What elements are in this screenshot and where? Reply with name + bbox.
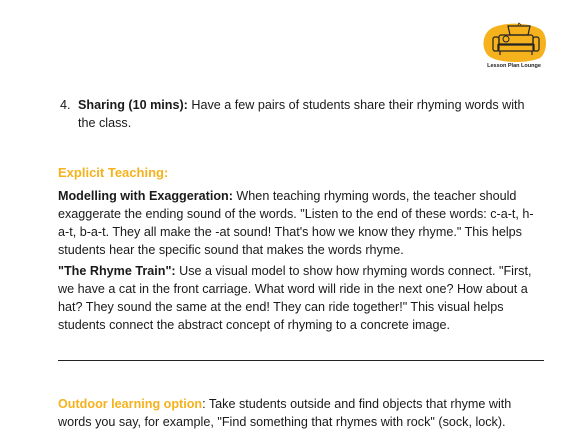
- paragraph-outdoor-learning: [58, 395, 548, 431]
- list-number: 4.: [60, 98, 71, 112]
- list-item-text: Have a few pairs of students share their rhyming words with the class.: [78, 98, 525, 130]
- outdoor-title: Outdoor learning option: [58, 397, 203, 411]
- list-item-sharing: [60, 96, 538, 132]
- paragraph-title: "The Rhyme Train":: [58, 264, 176, 278]
- horizontal-divider: [58, 360, 544, 361]
- paragraph-text: Use a visual model to show how rhyming words connect. "First, we have a cat in the front carriage. What word will ride in the next one? How about a hat? They sound the same at the end! They can ride together!" This visual helps students connect the abstract concept of rhyming to a concrete image.: [58, 264, 532, 332]
- paragraph-rhyme-train: [58, 262, 538, 334]
- outdoor-text: : Take students outside and find objects that rhyme with words you say, for example, "Find something that rhymes with rock" (sock, lock).: [58, 397, 512, 429]
- paragraph-title: Modelling with Exaggeration:: [58, 189, 233, 203]
- logo-text: Lesson Plan Lounge: [487, 63, 541, 69]
- lesson-plan-lounge-logo: [478, 22, 550, 64]
- sofa-icon: [478, 22, 550, 64]
- paragraph-text: When teaching rhyming words, the teacher should exaggerate the ending sound of the words. "Listen to the end of these words: c-a-t, h-a-t, b-a-t. They all make the -at sound! That's how we know they rhyme." This helps students hear the specific sound that makes the words rhyme.: [58, 189, 534, 257]
- paragraph-modelling: [58, 187, 538, 259]
- section-heading-explicit-teaching: Explicit Teaching:: [58, 165, 169, 180]
- list-item-title: Sharing (10 mins):: [78, 98, 188, 112]
